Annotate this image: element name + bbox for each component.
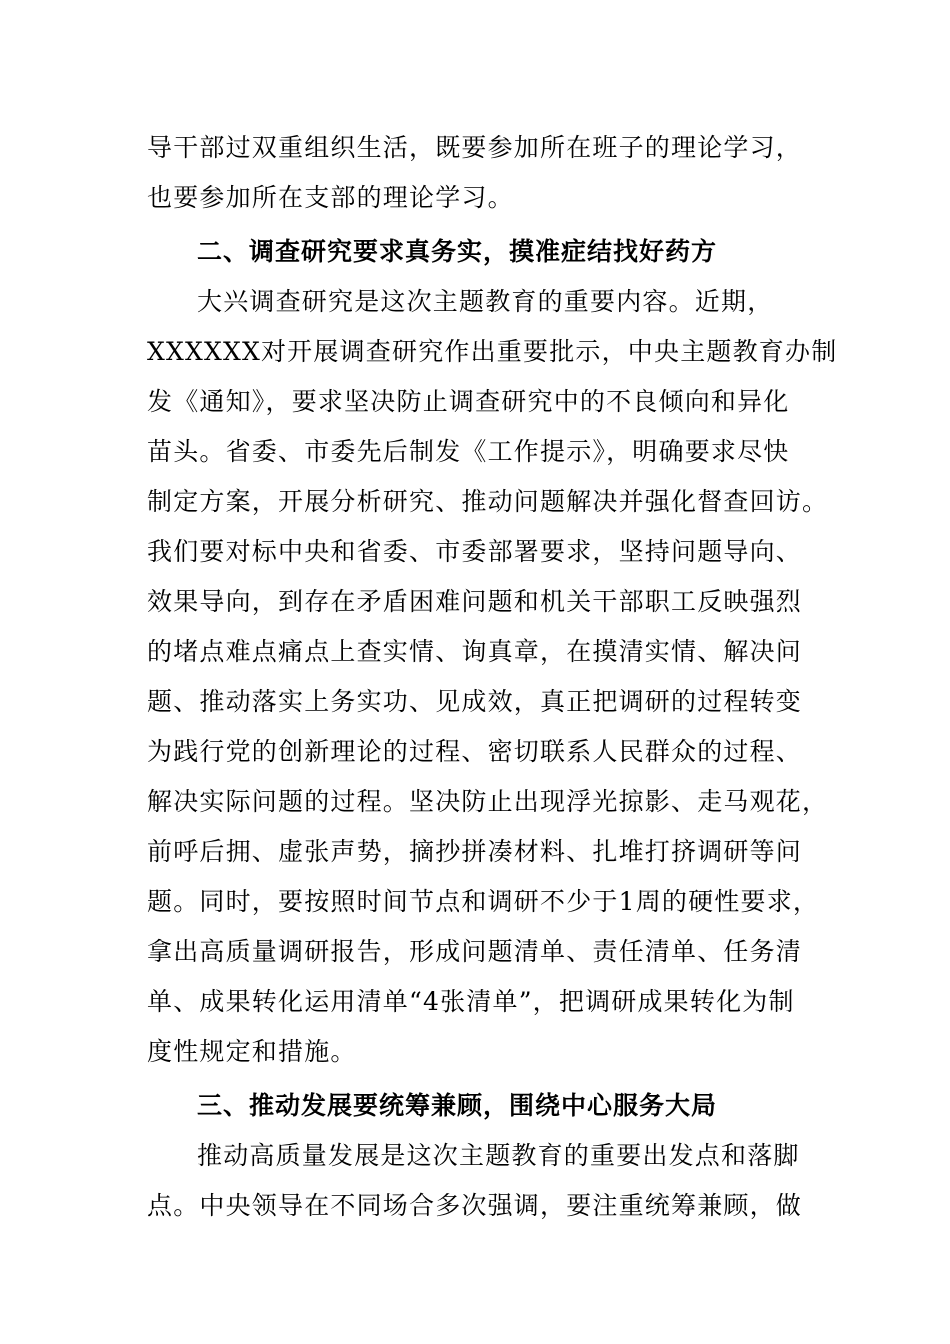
paragraph-line: 前呼后拥、虚张声势，摘抄拼凑材料、扎堆打挤调研等问	[147, 837, 803, 866]
paragraph-line: 解决实际问题的过程。坚决防止出现浮光掠影、走马观花，	[147, 787, 829, 816]
paragraph-line: 也要参加所在支部的理论学习。	[147, 183, 514, 212]
paragraph-line: 我们要对标中央和省委、市委部署要求，坚持问题导向、	[147, 537, 803, 566]
paragraph-line: 苗头。省委、市委先后制发《工作提示》，明确要求尽快	[147, 437, 790, 466]
paragraph-line: XXXXXX对开展调查研究作出重要批示，中央主题教育办制	[147, 337, 838, 366]
paragraph-line: 导干部过双重组织生活，既要参加所在班子的理论学习，	[147, 133, 803, 162]
section-heading-3: 三、推动发展要统筹兼顾，围绕中心服务大局	[197, 1091, 718, 1120]
paragraph-line: 点。中央领导在不同场合多次强调，要注重统筹兼顾，做	[147, 1191, 803, 1220]
paragraph-line: 制定方案，开展分析研究、推动问题解决并强化督查回访。	[147, 487, 829, 516]
paragraph-line: 推动高质量发展是这次主题教育的重要出发点和落脚	[197, 1141, 800, 1170]
paragraph-line: 为践行党的创新理论的过程、密切联系人民群众的过程、	[147, 737, 803, 766]
paragraph-line: 的堵点难点痛点上查实情、询真章，在摸清实情、解决问	[147, 637, 803, 666]
section-heading-2: 二、调查研究要求真务实，摸准症结找好药方	[197, 237, 718, 266]
paragraph-line: 效果导向，到存在矛盾困难问题和机关干部职工反映强烈	[147, 587, 803, 616]
paragraph-line: 大兴调查研究是这次主题教育的重要内容。近期，	[197, 287, 774, 316]
paragraph-line: 度性规定和措施。	[147, 1037, 357, 1066]
paragraph-line: 发《通知》，要求坚决防止调查研究中的不良倾向和异化	[147, 387, 790, 416]
paragraph-line: 题、推动落实上务实功、见成效，真正把调研的过程转变	[147, 687, 803, 716]
paragraph-line: 单、成果转化运用清单“4张清单”，把调研成果转化为制	[147, 987, 795, 1016]
paragraph-line: 题。同时，要按照时间节点和调研不少于1周的硬性要求，	[147, 887, 820, 916]
paragraph-line: 拿出高质量调研报告，形成问题清单、责任清单、任务清	[147, 937, 803, 966]
